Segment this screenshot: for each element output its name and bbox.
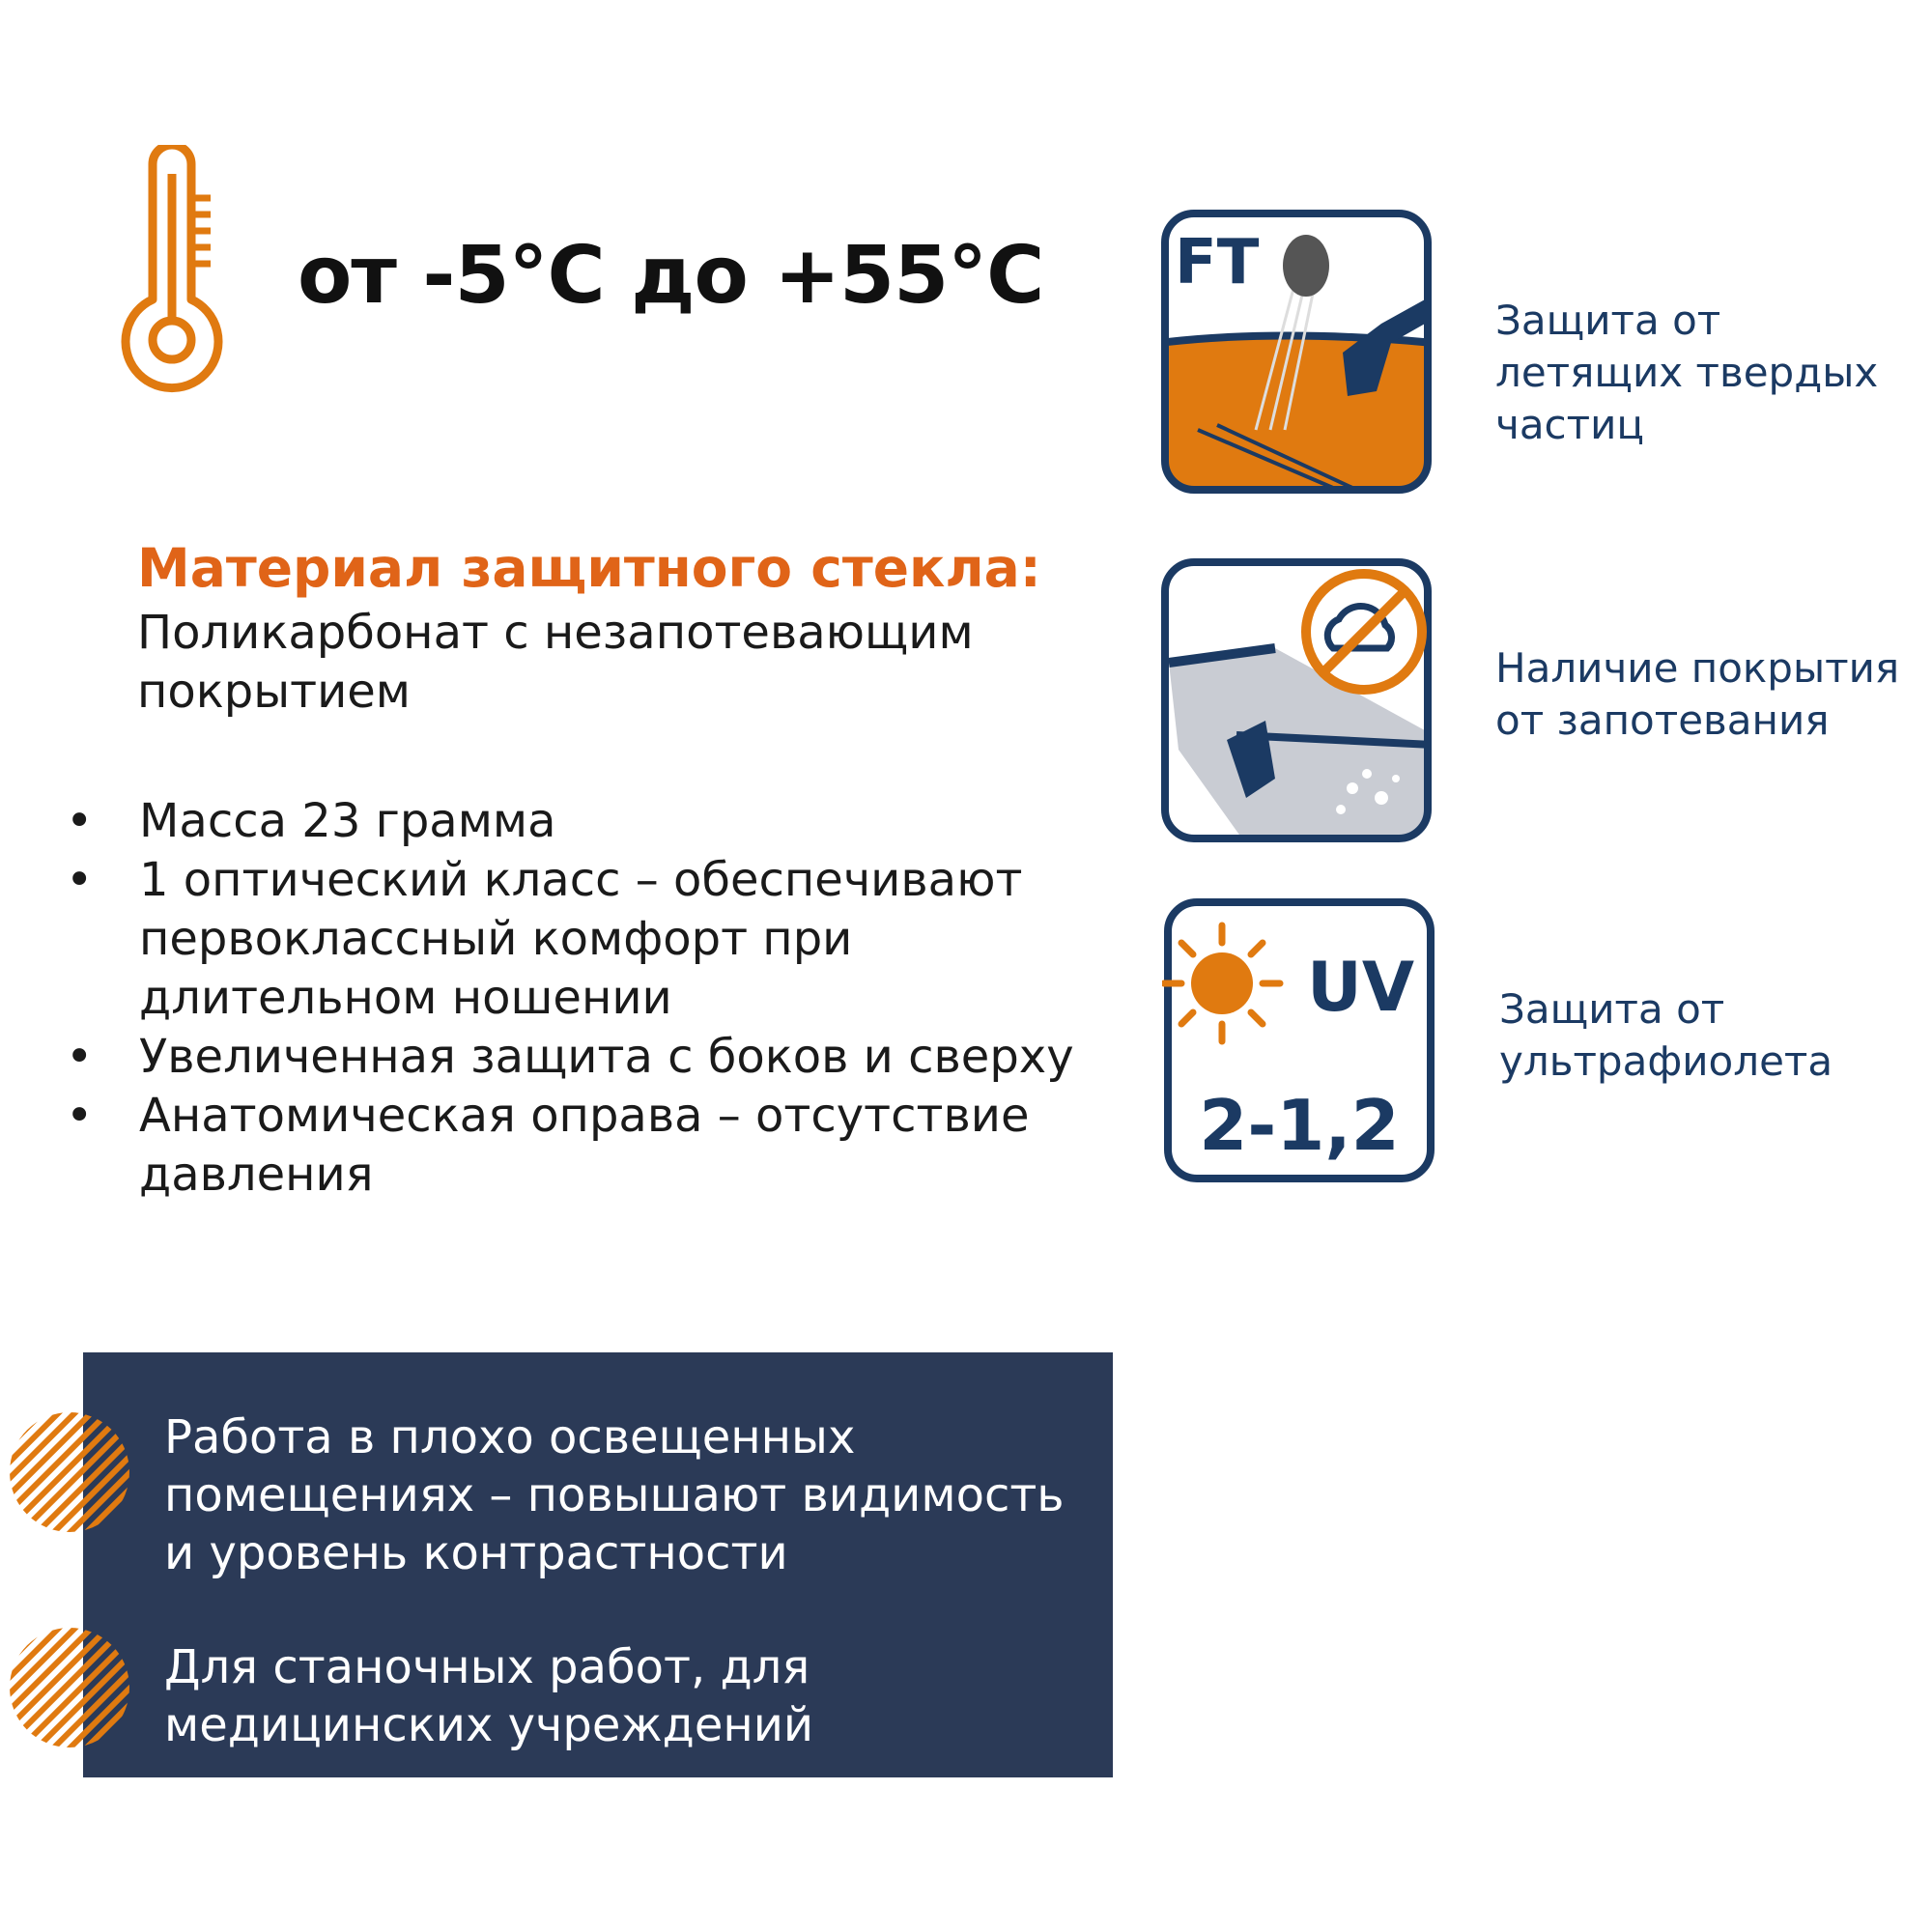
uv-protection-icon [1162, 896, 1436, 1184]
usage-item-1: Работа в плохо освещенных помещениях – повышают видимость и уровень контрастности [164, 1410, 1065, 1580]
flying-particles-icon [1159, 208, 1434, 496]
temperature-range: от -5°C до +55°C [298, 230, 1044, 322]
features-list [58, 792, 1130, 1205]
feature-text: Масса 23 грамма [139, 794, 556, 848]
list-item [58, 792, 1130, 851]
bullet-icon: • [66, 1089, 94, 1143]
bullet-icon: • [66, 1030, 94, 1084]
ft-badge: FT [1175, 227, 1260, 298]
uv-rating: 2-1,2 [1199, 1085, 1400, 1166]
list-item [58, 1028, 1130, 1087]
feature-text: Анатомическая оправа – отсутствие давления [139, 1089, 1030, 1202]
list-item [58, 1087, 1130, 1205]
bullet-icon: • [66, 853, 94, 907]
usage-item-2: Для станочных работ, для медицинских учреждений [164, 1640, 814, 1752]
icon-label-flying-particles: Защита от летящих твердых частиц [1495, 297, 1879, 448]
list-item [58, 851, 1130, 1028]
striped-circle-icon [8, 1410, 131, 1534]
feature-text: 1 оптический класс – обеспечивают первоклассный комфорт при длительном ношении [139, 853, 1023, 1025]
material-description: Поликарбонат с незапотевающим покрытием [137, 606, 974, 719]
material-title: Материал защитного стекла: [137, 537, 1041, 599]
icon-label-uv: Защита от ультрафиолета [1499, 985, 1833, 1085]
uv-badge: UV [1307, 948, 1415, 1027]
thermometer-icon [114, 145, 230, 396]
feature-text: Увеличенная защита с боков и сверху [139, 1030, 1074, 1084]
anti-fog-icon [1159, 556, 1434, 844]
icon-label-anti-fog: Наличие покрытия от запотевания [1495, 644, 1900, 744]
striped-circle-icon [8, 1626, 131, 1749]
bullet-icon: • [66, 794, 94, 848]
